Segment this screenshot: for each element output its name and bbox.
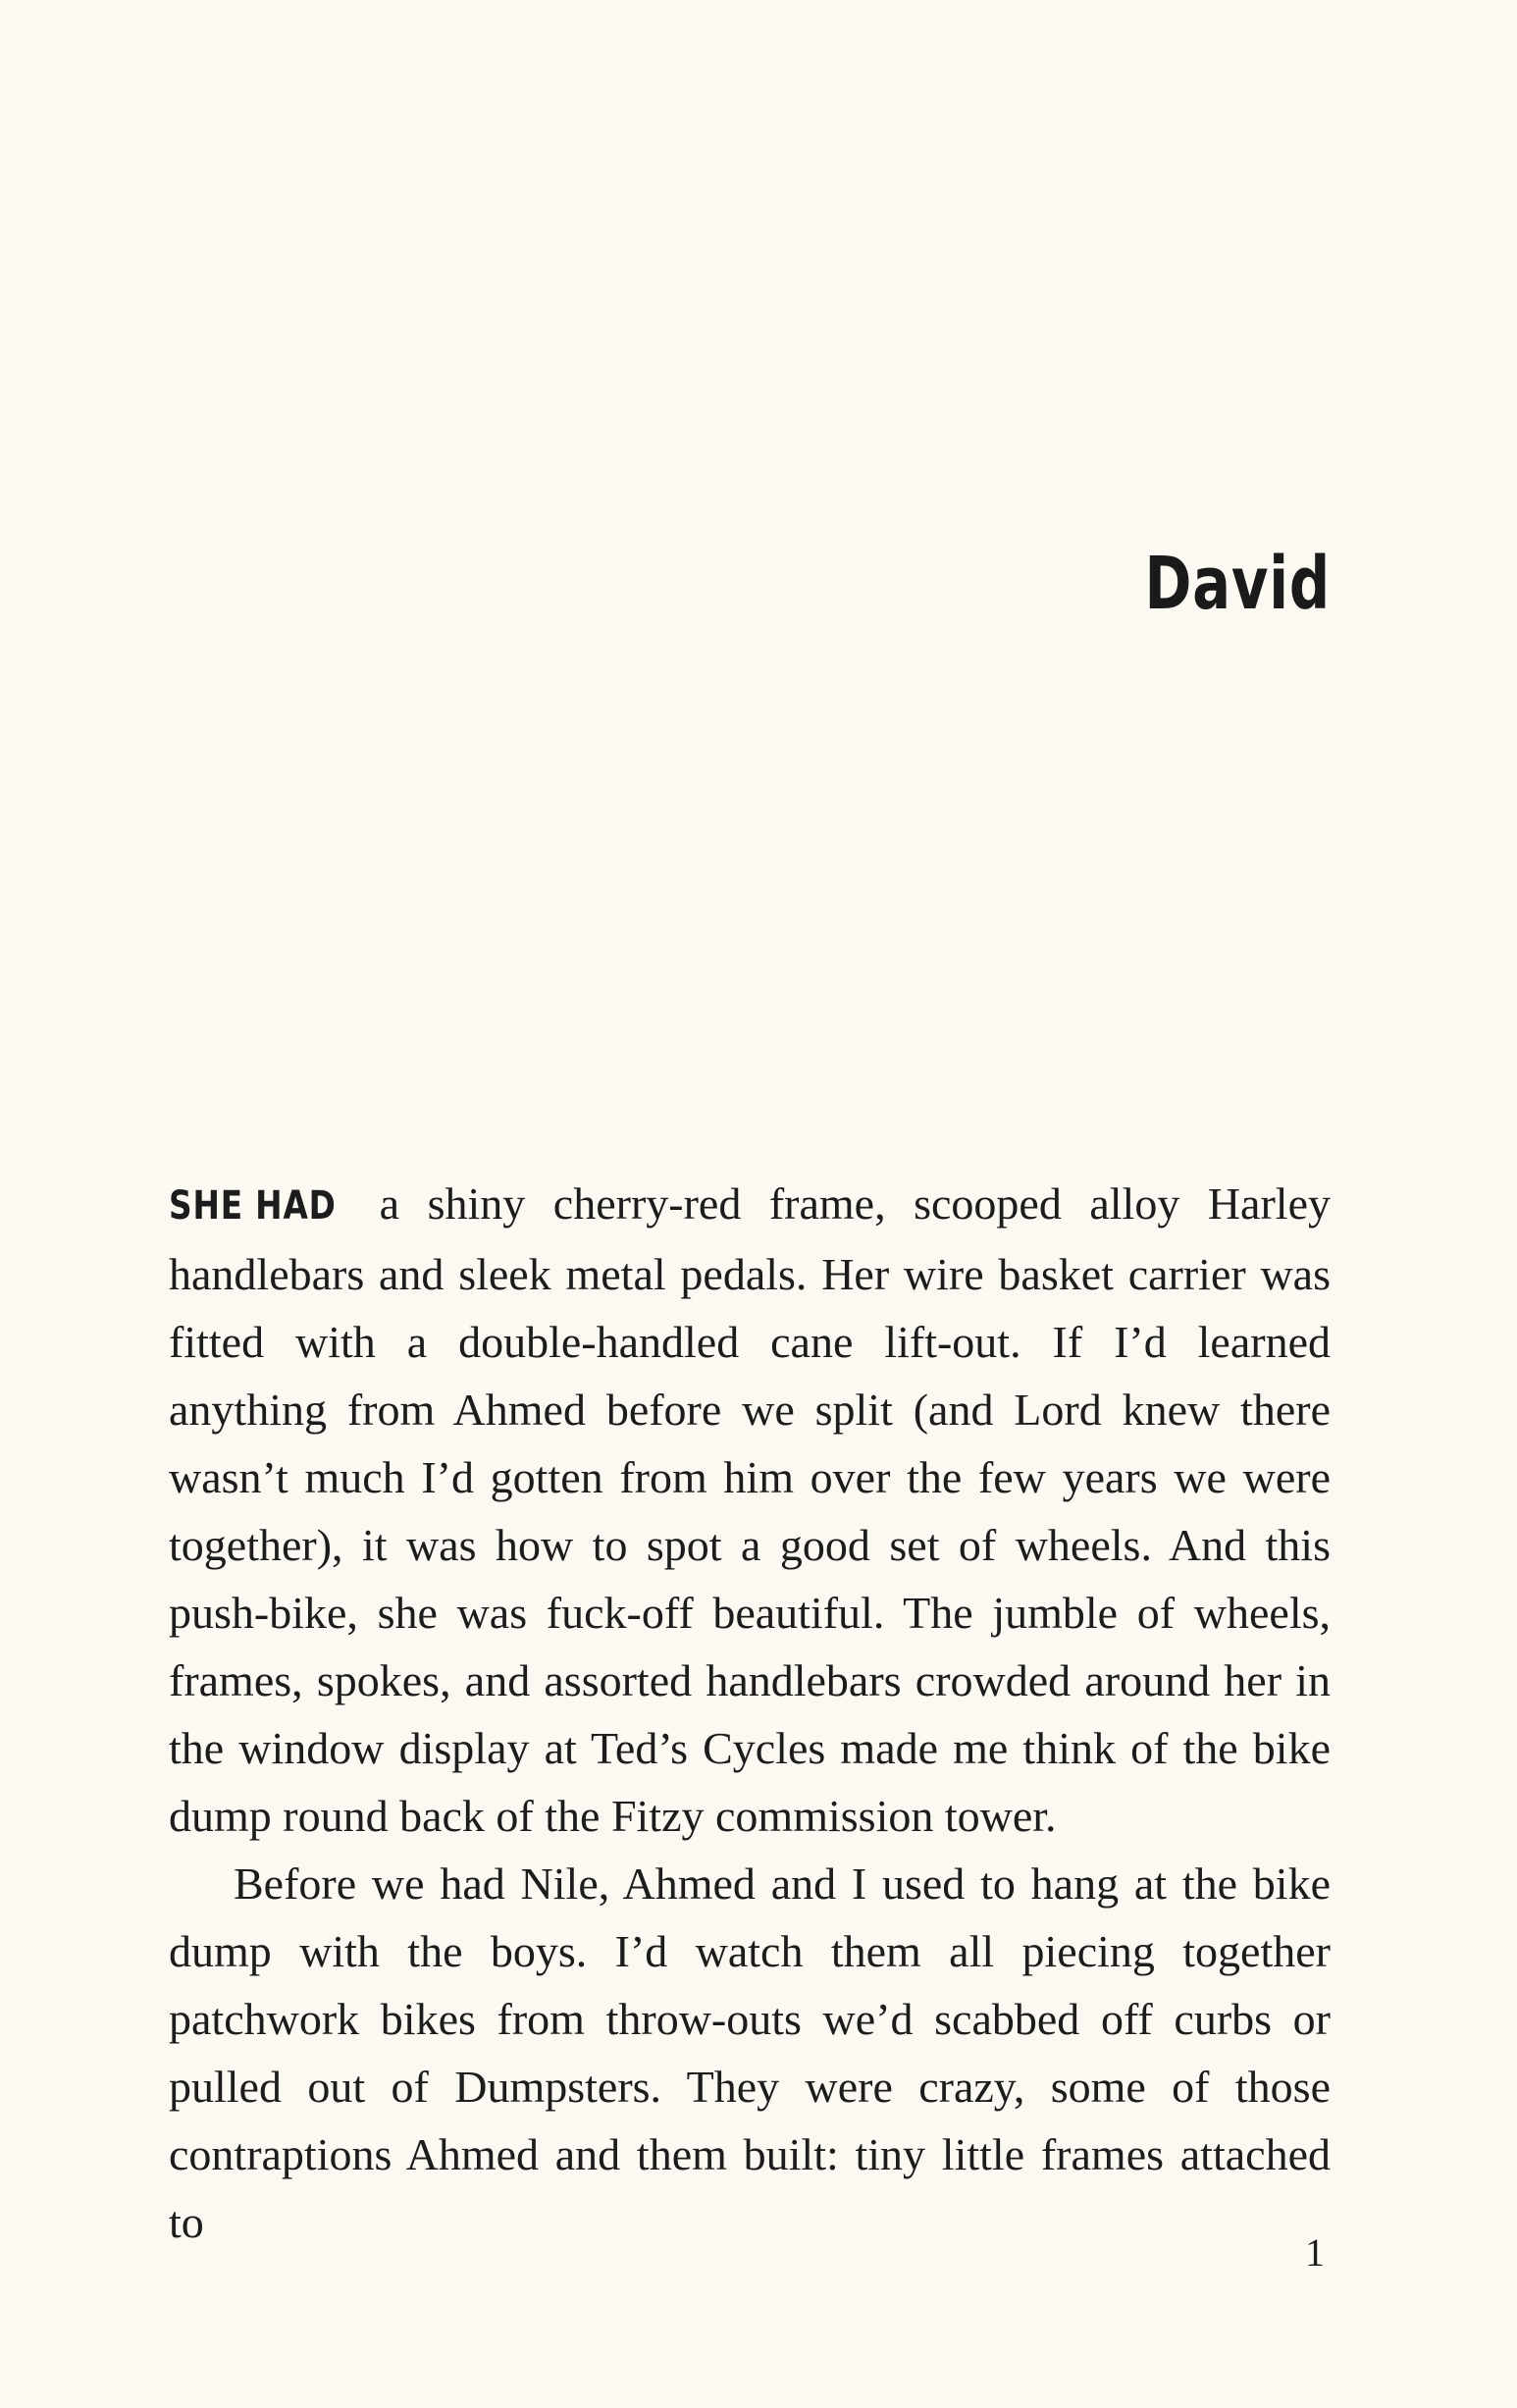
body-text bbox=[169, 1170, 1331, 2256]
paragraph-1 bbox=[169, 1170, 1331, 1850]
chapter-title: David bbox=[1144, 542, 1331, 626]
lead-caps: SHE HAD bbox=[169, 1183, 337, 1229]
paragraph-2: Before we had Nile, Ahmed and I used to hang at the bike dump with the boys. I’d watch them all piecing together patchwork bikes from throw-outs we’d scabbed off curbs or pulled out of Dumpsters. They were crazy, some of those contraptions Ahmed and them built: tiny little frames attached to bbox=[169, 1858, 1331, 2247]
paragraph-1-text: a shiny cherry-red frame, scooped alloy Harley handlebars and sleek metal pedals. Her wire basket carrier was fitted with a double-handled cane lift-out. If I’d learned anything from Ahmed before we split (and Lord knew there wasn’t much I’d gotten from him over the few years we were together), it was how to spot a good set of wheels. And this push-bike, she was fuck-off beautiful. The jumble of wheels, frames, spokes, and assorted handlebars crowded around her in the window display at Ted’s Cycles made me think of the bike dump round back of the Fitzy commission tower. bbox=[169, 1178, 1331, 1841]
page-number: 1 bbox=[1305, 2230, 1325, 2275]
